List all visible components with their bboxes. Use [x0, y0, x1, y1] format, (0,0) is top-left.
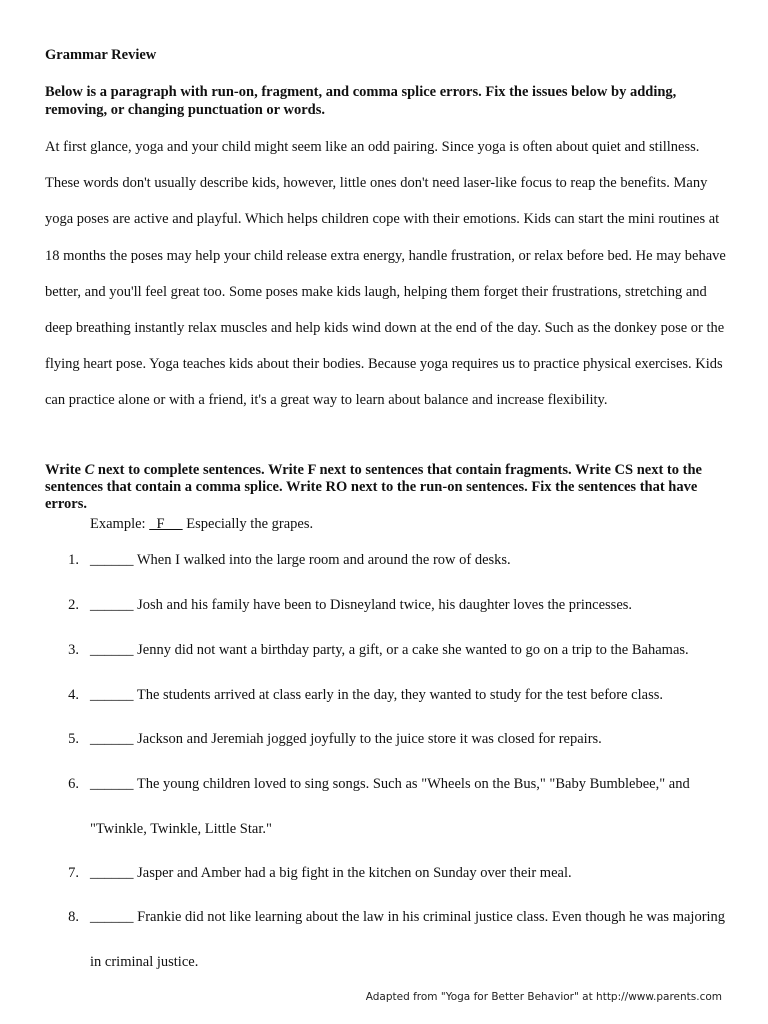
- item-number: 2.: [68, 597, 79, 613]
- item-sentence: ______ The young children loved to sing songs. Such as "Wheels on the Bus," "Baby Bumblebee," and "Twinkle, Twinkle, Little Star.": [90, 776, 690, 837]
- item-number: 3.: [68, 642, 79, 658]
- item-sentence: ______ Josh and his family have been to Disneyland twice, his daughter loves the princesses.: [90, 597, 633, 613]
- item-number: 1.: [68, 552, 79, 568]
- item-sentence: ______ Frankie did not like learning about the law in his criminal justice class. Even though he was majoring in criminal justice.: [90, 909, 726, 970]
- instructions-part-1: Write: [45, 462, 85, 478]
- example-label: Example:: [90, 516, 150, 532]
- item-number: 4.: [68, 687, 79, 703]
- paragraph-instructions: Below is a paragraph with run-on, fragment, and comma splice errors. Fix the issues below by adding, removing, or changing punctuation or words.: [45, 84, 677, 118]
- item-sentence: ______ Jenny did not want a birthday party, a gift, or a cake she wanted to go on a trip to the Bahamas.: [90, 642, 689, 658]
- instructions-part-2: next to complete sentences. Write F next to sentences that contain fragments. Write CS next to the sentences that contain a comma splice. Write RO next to the run-on sentences. Fix the sentences that have errors.: [45, 462, 702, 512]
- example-line: [90, 516, 313, 533]
- source-footer: Adapted from "Yoga for Better Behavior" at http://www.parents.com: [365, 991, 722, 1003]
- item-sentence: ______ Jackson and Jeremiah jogged joyfully to the juice store it was closed for repairs.: [90, 731, 602, 747]
- item-number: 8.: [68, 909, 79, 925]
- item-number: 6.: [68, 776, 79, 792]
- item-number: 7.: [68, 865, 79, 881]
- instructions-letter-c: C: [84, 462, 95, 478]
- item-sentence: ______ When I walked into the large room and around the row of desks.: [90, 552, 511, 568]
- item-number: 5.: [68, 731, 79, 747]
- item-sentence: ______ Jasper and Amber had a big fight in the kitchen on Sunday over their meal.: [90, 865, 572, 881]
- sentence-instructions: [45, 462, 735, 513]
- example-text: Especially the grapes.: [182, 516, 314, 532]
- item-sentence: ______ The students arrived at class early in the day, they wanted to study for the test before class.: [90, 687, 663, 703]
- page-title: Grammar Review: [45, 47, 157, 63]
- example-answer: F: [149, 516, 183, 532]
- error-paragraph: At first glance, yoga and your child might seem like an odd pairing. Since yoga is often about quiet and stillness. These words don't usually describe kids, however, little ones don't need laser-like focus to reap the benefits. Many yoga poses are active and playful. Which helps children cope with their emotions. Kids can start the mini routines at 18 months the poses may help your child release extra energy, handle frustration, or relax before bed. He may behave better, and you'll feel great too. Some poses make kids laugh, helping them forget their frustrations, stretching and deep breathing instantly relax muscles and help kids wind down at the end of the day. Such as the donkey pose or the flying heart pose. Yoga teaches kids about their bodies. Because yoga requires us to practice physical exercises. Kids can practice alone or with a friend, it's a great way to learn about balance and increase flexibility.: [45, 139, 726, 409]
